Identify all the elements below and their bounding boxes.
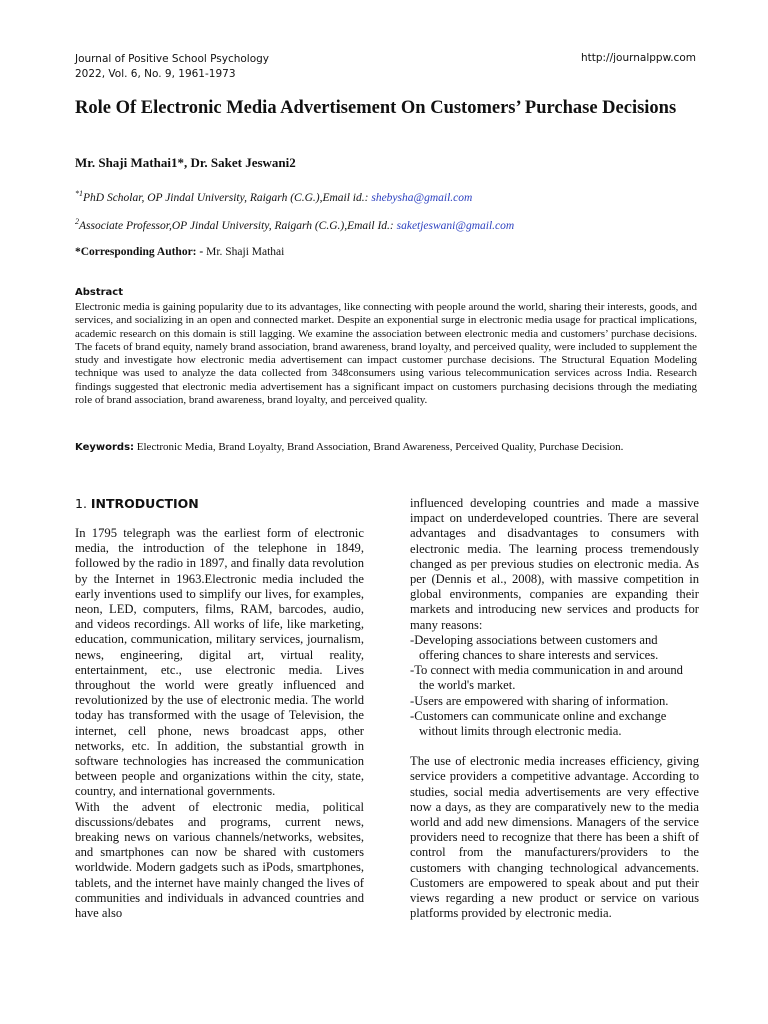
corresponding-author [75,246,284,258]
keywords-label: Keywords: [75,442,135,453]
keywords-text: Electronic Media, Brand Loyalty, Brand Association, Brand Awareness, Perceived Quality, Purchase Decision. [134,441,624,453]
list-item: -Developing associations between customers and offering chances to share interests and services. [410,632,659,663]
journal-url[interactable]: http://journalppw.com [580,52,696,64]
paper-title: Role Of Electronic Media Advertisement On Customers’ Purchase Decisions [75,98,677,118]
affiliation-2-mark: 2 [75,217,79,226]
keywords [75,441,697,455]
corresponding-label: *Corresponding Author: - [75,246,207,258]
section-heading [75,496,199,511]
affiliation-2-text: Associate Professor,OP Jindal University, Raigarh (C.G.),Email Id.: [79,219,397,232]
email-link-1[interactable]: shebysha@gmail.com [371,191,473,204]
left-column [75,526,364,921]
paragraph: The use of electronic media increases efficiency, giving service providers a competitive advantage. According to studies, social media advertisements are very effective now a days, as they are comparatively new to the media world and add new dimensions. Managers of the service providers need to recognize that there has been a shift of control from the manufacturers/providers to the customers with changing technological advancements. Customers are empowered to speak about and put their views regarding a new product or service on various platforms provided by electronic media. [410,754,699,921]
paragraph: In 1795 telegraph was the earliest form of electronic media, the introduction of the telephone in 1849, followed by the radio in 1897, and finally data revolution by the Internet in 1963.Electronic media included the early inventions used to simplify our lives, for examples, neon, LED, computers, films, RAM, barcodes, audio, and videos recordings. All works of life, like marketing, education, communication, military services, journalism, news, engineering, digital art, virtual reality, entertainment, etc., use electronic media. Lives throughout the world were greatly influenced and revolutionized by the use of electronic media. The world today has transformed with the usage of Television, the internet, cell phone, news broadcast apps, other networks, etc. In addition, the substantial growth in software technologies has increased the communication between people and organizations within the city, state, country, and international governments. [75,526,364,799]
affiliation-2 [75,217,514,232]
right-column [410,496,699,921]
section-number: 1. [75,496,91,511]
affiliation-1 [75,189,472,204]
affiliation-1-text: PhD Scholar, OP Jindal University, Raigarh (C.G.),Email id.: [83,191,372,204]
abstract-heading: Abstract [75,287,124,298]
paragraph: influenced developing countries and made a massive impact on underdeveloped countries. There are several advantages and disadvantages to consumers with electronic media. The learning process tremendously changed as per previous studies on electronic media. As per (Dennis et al., 2008), with massive competition in global environments, companies are expanding their markets and introducing new services and products for many reasons: [410,496,699,632]
affiliation-1-mark: *1 [75,189,83,198]
section-title: INTRODUCTION [90,496,199,511]
paragraph: With the advent of electronic media, political discussions/debates and programs, current news, breaking news on various channels/networks, websites, and smartphones can now be shared with customers worldwide. Modern gadgets such as iPods, smartphones, tablets, and the internet have mainly changed the lives of communities and individuals in advanced countries and have also [75,799,364,921]
list-item: -To connect with media communication in and around the world's market. [410,663,683,693]
author-line: Mr. Shaji Mathai1*, Dr. Saket Jeswani2 [75,155,296,170]
journal-issue: 2022, Vol. 6, No. 9, 1961-1973 [75,68,236,80]
email-link-2[interactable]: saketjeswani@gmail.com [396,219,515,232]
journal-name: Journal of Positive School Psychology [75,53,270,65]
abstract-body: Electronic media is gaining popularity due to its advantages, like connecting with people around the world, sharing their interests, goods, and services, and socializing in an open and connected market. Despite an exponential surge in electronic media usage for practical implications, academic research on this domain is still lagging. We examine the association between electronic media and customers’ purchase decisions. The facets of brand equity, namely brand association, brand awareness, brand loyalty, and perceived quality, were included to supplement the study and investigate how electronic media advertisement can impact customer purchase decisions. The Structural Equation Modeling technique was used to analyze the data collected from 348consumers using various telecommunication services across India. Research findings suggested that electronic media advertisement has a significant impact on customers purchasing decisions through the mediating role of brand association, brand awareness, brand loyalty, and perceived quality. [75,301,697,407]
paragraph-gap [410,739,699,754]
corresponding-name: Mr. Shaji Mathai [206,246,285,258]
list-item: -Users are empowered with sharing of information. [410,693,669,708]
list-item: -Customers can communicate online and exchange without limits through electronic media. [410,708,667,739]
journal-header [75,52,269,82]
